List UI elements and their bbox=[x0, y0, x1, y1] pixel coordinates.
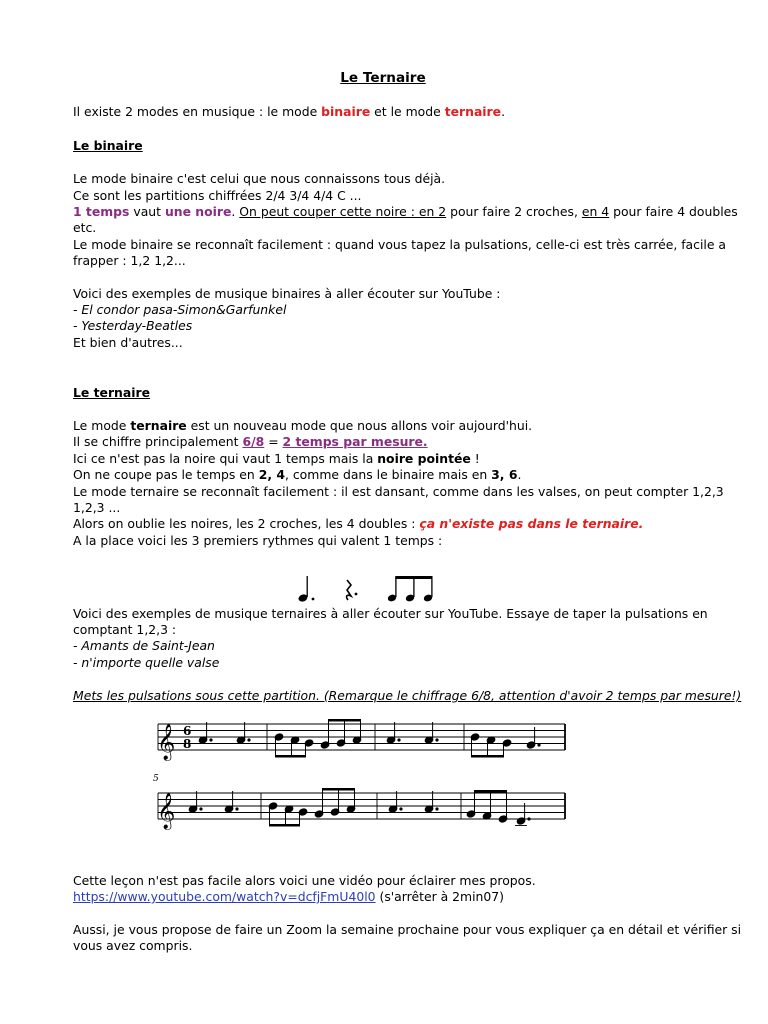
ternaire-example-2: - n'importe quelle valse bbox=[73, 655, 220, 670]
time-signature-top: 6 bbox=[183, 724, 192, 738]
binaire-line-4: etc. bbox=[73, 220, 97, 235]
exercise-instruction: Mets les pulsations sous cette partition. (Remarque le chiffrage 6/8, attention d'avoir 2 temps par mesure!) bbox=[73, 688, 742, 703]
outro-line-1: Cette leçon n'est pas facile alors voici une vidéo pour éclairer mes propos. bbox=[73, 873, 536, 888]
dotted-quarter-note-icon bbox=[298, 576, 315, 603]
binaire-example-1: - El condor pasa-Simon&Garfunkel bbox=[73, 302, 287, 317]
ternaire-line-2: Il se chiffre principalement 6/8 = 2 temps par mesure. bbox=[73, 434, 428, 449]
binaire-line-3: 1 temps vaut une noire. On peut couper cette noire : en 2 pour faire 2 croches, en 4 pour faire 4 doubles bbox=[73, 204, 738, 219]
ternaire-example-1: - Amants de Saint-Jean bbox=[73, 638, 215, 653]
ternaire-line-7: Alors on oublie les noires, les 2 croches, les 4 doubles : ça n'existe pas dans le ternaire. bbox=[73, 516, 644, 531]
binaire-line-2: Ce sont les partitions chiffrées 2/4 3/4 4/4 C ... bbox=[73, 188, 362, 203]
measure-number: 5 bbox=[153, 774, 159, 784]
ternaire-line-8: A la place voici les 3 premiers rythmes qui valent 1 temps : bbox=[73, 533, 443, 548]
time-signature-bottom: 8 bbox=[183, 737, 192, 751]
heading-ternaire: Le ternaire bbox=[73, 385, 150, 400]
three-eighth-notes-icon bbox=[387, 576, 433, 602]
outro-line-2: Aussi, je vous propose de faire un Zoom la semaine prochaine pour vous expliquer ça en détail et vérifier si bbox=[73, 922, 742, 937]
ternaire-examples-line-2: comptant 1,2,3 : bbox=[73, 622, 177, 637]
ternaire-line-5: Le mode ternaire se reconnaît facilement : il est dansant, comme dans les valses, on peut compter 1,2,3 bbox=[73, 484, 724, 499]
dotted-quarter-rest-icon bbox=[347, 580, 358, 600]
binaire-line-6: frapper : 1,2 1,2... bbox=[73, 253, 186, 268]
rhythm-figures bbox=[293, 572, 473, 606]
binaire-line-1: Le mode binaire c'est celui que nous connaissons tous déjà. bbox=[73, 171, 446, 186]
binaire-examples-intro: Voici des exemples de musique binaires à aller écouter sur YouTube : bbox=[73, 286, 501, 301]
ternaire-line-4: On ne coupe pas le temps en 2, 4, comme dans le binaire mais en 3, 6. bbox=[73, 467, 522, 482]
treble-clef-icon: 𝄞 bbox=[157, 724, 176, 760]
binaire-line-5: Le mode binaire se reconnaît facilement : quand vous tapez la pulsations, celle-ci est très carrée, facile a bbox=[73, 237, 727, 252]
music-score bbox=[153, 715, 573, 830]
ternaire-examples-line-1: Voici des exemples de musique ternaires à aller écouter sur YouTube. Essaye de taper la pulsations en bbox=[73, 606, 708, 621]
ternaire-line-1: Le mode ternaire est un nouveau mode que nous allons voir aujourd'hui. bbox=[73, 418, 533, 433]
ternaire-line-6: 1,2,3 ... bbox=[73, 500, 121, 515]
intro-line: Il existe 2 modes en musique : le mode binaire et le mode ternaire. bbox=[73, 104, 506, 119]
binaire-example-2: - Yesterday-Beatles bbox=[73, 318, 193, 333]
treble-clef-icon: 𝄞 bbox=[157, 793, 176, 829]
outro-line-3: vous avez compris. bbox=[73, 938, 193, 953]
heading-binaire: Le binaire bbox=[73, 138, 143, 153]
youtube-link[interactable]: https://www.youtube.com/watch?v=dcfjFmU40l0 bbox=[73, 889, 376, 904]
ternaire-line-3: Ici ce n'est pas la noire qui vaut 1 temps mais la noire pointée ! bbox=[73, 451, 480, 466]
page-title: Le Ternaire bbox=[340, 70, 426, 86]
video-link-line: https://www.youtube.com/watch?v=dcfjFmU40l0 (s'arrêter à 2min07) bbox=[73, 889, 504, 904]
binaire-more: Et bien d'autres... bbox=[73, 335, 183, 350]
